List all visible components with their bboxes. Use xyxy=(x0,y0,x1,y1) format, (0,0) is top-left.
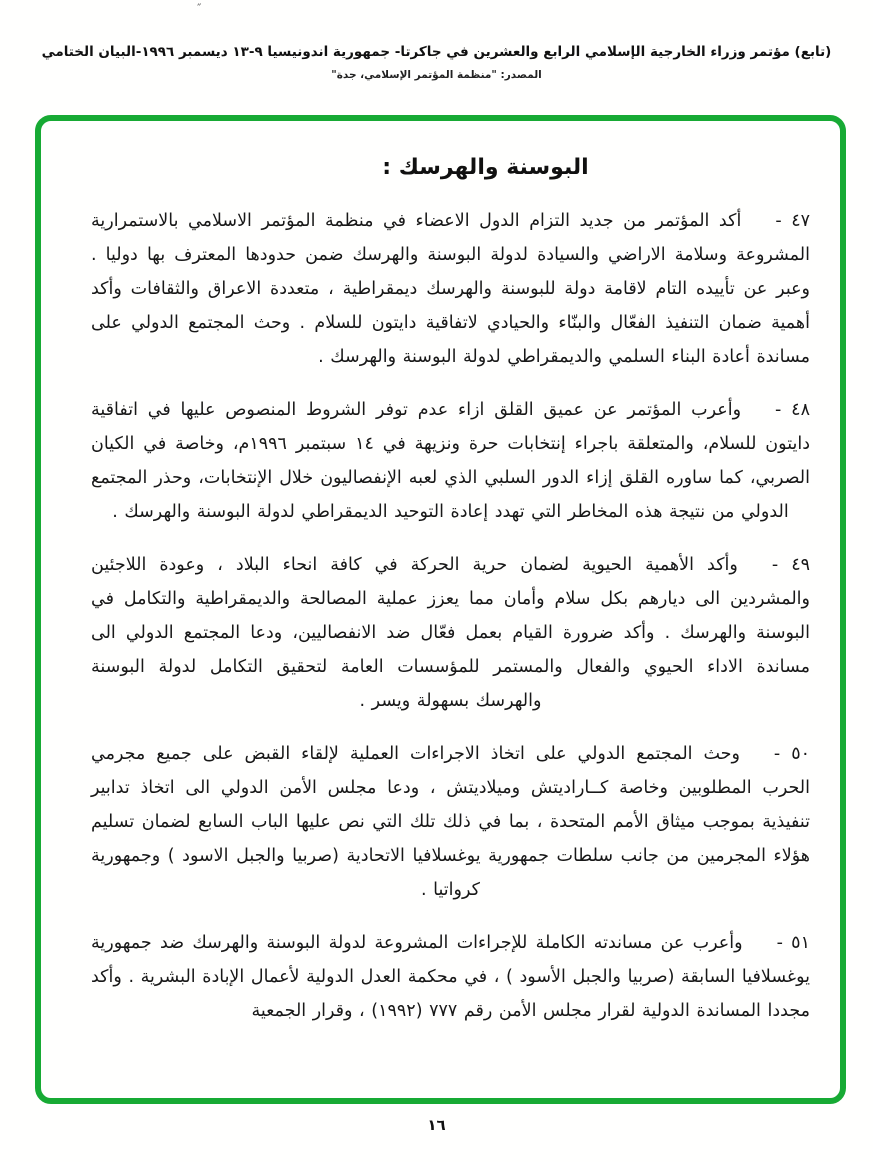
paragraph-text: أكد المؤتمر من جديد التزام الدول الاعضاء في منظمة المؤتمر الاسلامي بالاستمرارية المشروعة وسلامة الاراضي والسيادة لدولة البوسنة والهرسك ضمن حدودها المعترف بها دوليا . وعبر عن تأييده التام لاقامة دولة للبوسنة والهرسك ديمقراطية ، متعددة الاعراق والثقافات وأكد أهمية ضمان التنفيذ الفعّال والبنّاء والحيادي لاتفاقية دايتون للسلام . وحث المجتمع الدولي على مساندة أعادة البناء السلمي والديمقراطي لدولة البوسنة والهرسك . xyxy=(91,211,810,367)
page-number: ١٦ xyxy=(427,1116,446,1134)
paragraph-number: ٤٩ - xyxy=(771,555,811,575)
paragraph-4 xyxy=(91,737,810,907)
document-header xyxy=(0,44,873,81)
scan-artifact-mark: ˝ xyxy=(196,2,202,15)
paragraph-5 xyxy=(91,926,810,1028)
header-conference-title: (تابع) مؤتمر وزراء الخارجية الإسلامي الرابع والعشرين في جاكرتا- جمهورية اندونيسيا ٩-١٣ ديسمبر ١٩٩٦-البيان الختامي xyxy=(41,44,832,60)
paragraph-text: وحث المجتمع الدولي على اتخاذ الاجراءات العملية لإلقاء القبض على جميع مجرمي الحرب المطلوبين وخاصة كــاراديتش وميلاديتش ، ودعا مجلس الأمن الدولي الى اتخاذ تدابير تنفيذية بموجب ميثاق الأمم المتحدة ، بما في ذلك تلك التي نص عليها الباب السابع لضمان تسليم هؤلاء المجرمين من جانب سلطات جمهورية يوغسلافيا الاتحادية (صربيا والجبل الاسود ) وجمهورية كرواتيا . xyxy=(91,744,810,900)
paragraph-number: ٤٧ - xyxy=(775,211,810,231)
paragraph-3 xyxy=(91,548,810,718)
paragraph-number: ٥٠ - xyxy=(773,744,810,764)
content-border-box xyxy=(35,115,846,1104)
paragraph-text: وأكد الأهمية الحيوية لضمان حرية الحركة في كافة انحاء البلاد ، وعودة اللاجئين والمشردين الى ديارهم بكل سلام وأمان مما يعزز عملية المصالحة والديمقراطية والتكامل في البوسنة والهرسك . وأكد ضرورة القيام بعمل فعّال ضد الانفصاليين، ودعا المجتمع الدولي الى مساندة الاداء الحيوي والفعال والمستمر للمؤسسات العامة لتحقيق التكامل لدولة البوسنة والهرسك بسهولة ويسر . xyxy=(91,555,810,711)
paragraph-text: وأعرب المؤتمر عن عميق القلق ازاء عدم توفر الشروط المنصوص عليها في اتفاقية دايتون للسلام، والمتعلقة باجراء إنتخابات حرة ونزيهة في ١٤ سبتمبر ١٩٩٦م، وخاصة في الكيان الصربي، كما ساوره القلق إزاء الدور السلبي الذي لعبه الإنفصاليون خلال الإنتخابات، وحذر المجتمع الدولي من نتيجة هذه المخاطر التي تهدد إعادة التوحيد الديمقراطي لدولة البوسنة والهرسك . xyxy=(91,400,811,522)
paragraph-2 xyxy=(91,393,810,529)
header-source-line: المصدر: "منظمة المؤتمر الإسلامي، جدة" xyxy=(331,69,542,81)
paragraph-text: وأعرب عن مساندته الكاملة للإجراءات المشروعة لدولة البوسنة والهرسك ضد جمهورية يوغسلافيا السابقة (صربيا والجبل الأسود ) ، في محكمة العدل الدولية لأعمال الإبادة البشرية . وأكد مجددا المساندة الدولية لقرار مجلس الأمن رقم ٧٧٧ (١٩٩٢) ، وقرار الجمعية xyxy=(91,933,810,1021)
paragraph-number: ٥١ - xyxy=(776,933,810,953)
document-body xyxy=(41,121,840,1028)
section-title: البوسنة والهرسك : xyxy=(382,155,589,180)
paragraph-list xyxy=(91,204,810,1028)
paragraph-1 xyxy=(91,204,810,374)
paragraph-number: ٤٨ - xyxy=(775,400,810,420)
